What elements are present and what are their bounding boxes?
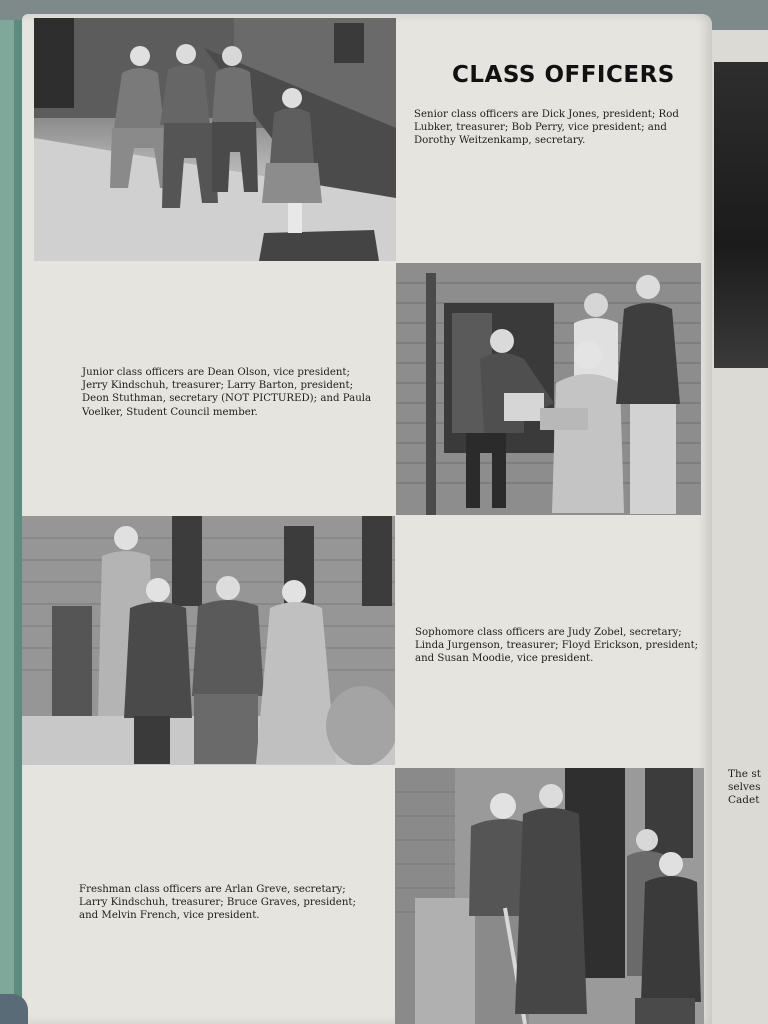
junior-officers-photo [396, 263, 701, 515]
page-title: CLASS OFFICERS [452, 62, 675, 88]
freshman-caption: Freshman class officers are Arlan Greve, secretary; Larry Kindschuh, treasurer; Bruce Graves, president; and Melvin French, vice president. [79, 884, 356, 922]
sophomore-caption: Sophomore class officers are Judy Zobel, secretary; Linda Jurgenson, treasurer; Floyd Erickson, president; and Susan Moodie, vice president. [415, 627, 699, 665]
junior-caption: Junior class officers are Dean Olson, vice president; Jerry Kindschuh, treasurer; Larry Barton, president; Deon Stuthman, secretary (NOT PICTURED); and Paula Voelker, Student Council member. [82, 367, 372, 418]
facing-page-line: Cadet [728, 794, 760, 806]
facing-page-line: The st [728, 768, 761, 780]
freshman-officers-photo [395, 768, 704, 1024]
facing-page-photo [714, 62, 768, 368]
facing-page-text [728, 768, 768, 807]
facing-page-line: selves [728, 781, 761, 793]
thumb-shadow [0, 994, 28, 1024]
senior-officers-photo [34, 18, 396, 261]
senior-caption: Senior class officers are Dick Jones, president; Rod Lubker, treasurer; Bob Perry, vice president; and Dorothy Weitzenkamp, secretary. [414, 109, 679, 147]
sophomore-officers-photo [22, 516, 395, 765]
